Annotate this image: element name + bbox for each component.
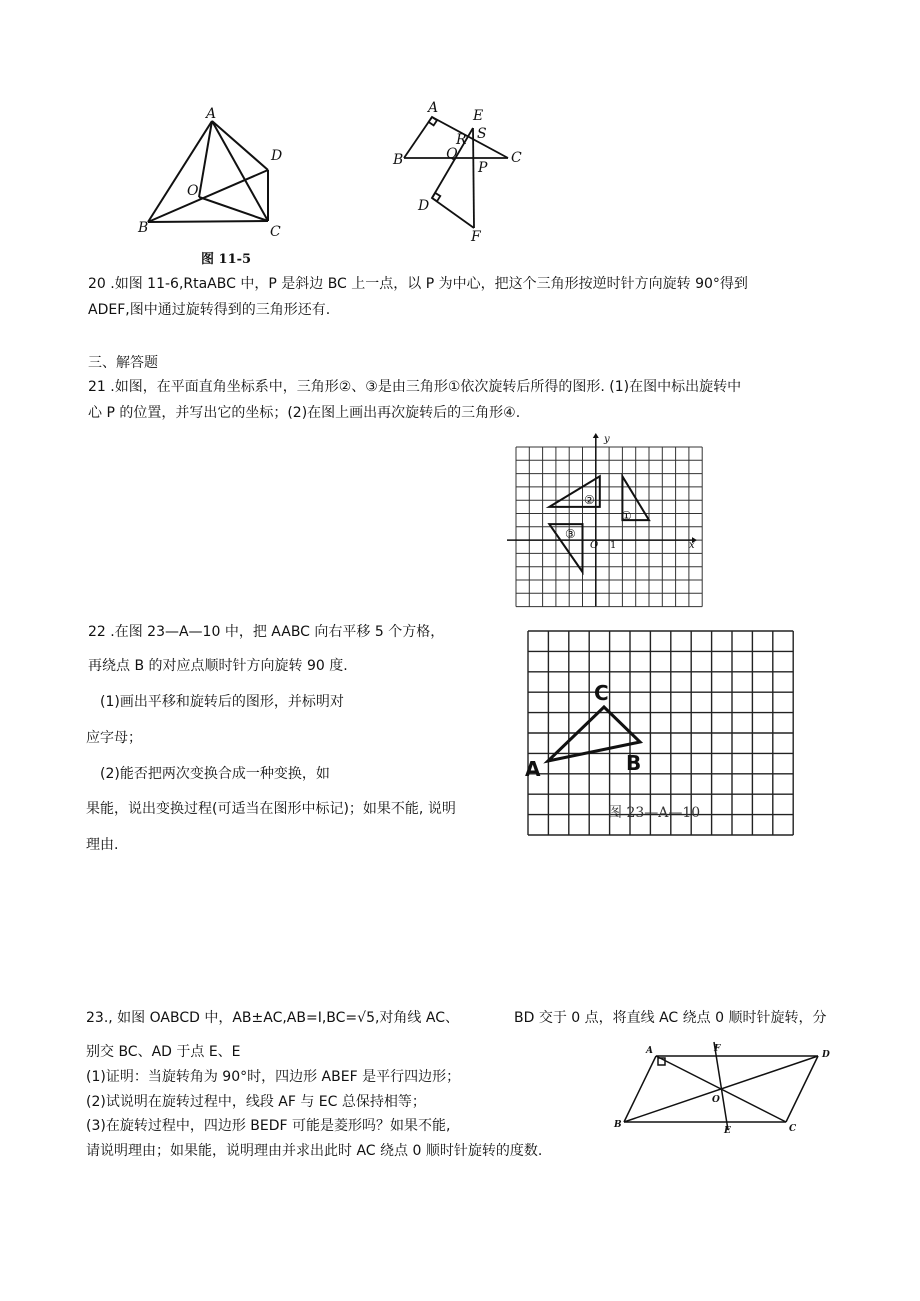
label-a: A (206, 106, 217, 122)
q23-line6: 请说明理由；如果能，说明理由并求出此时 AC 绕点 0 顺时针旋转的度数. (86, 1143, 543, 1159)
q23-line5: (3)在旋转过程中，四边形 BEDF 可能是菱形吗？如果不能, (86, 1118, 451, 1134)
q22-line4: 应字母； (86, 730, 142, 746)
q22-line6: 果能，说出变换过程(可适当在图形中标记)；如果不能, 说明 (86, 801, 456, 817)
label-c: C (594, 681, 609, 705)
label-s: S (477, 126, 487, 142)
figure-caption: 图 23—A—10 (608, 805, 701, 821)
label-d: D (271, 148, 283, 164)
triangle-3-label: ③ (565, 527, 576, 541)
label-c: C (511, 150, 522, 166)
label-a: A (525, 757, 541, 781)
label-q: Q (446, 146, 458, 162)
q23-line3: (1)证明：当旋转角为 90°时，四边形 ABEF 是平行四边形； (86, 1069, 461, 1085)
label-f: F (471, 229, 481, 245)
label-d: D (418, 198, 430, 214)
label-f: F (714, 1044, 721, 1054)
label-b: B (626, 751, 642, 775)
label-b: B (614, 1120, 622, 1130)
label-o: O (712, 1095, 720, 1105)
q23-line1a: 23., 如图 OABCD 中，AB±AC,AB=I,BC=√5,对角线 AC、 (86, 1010, 459, 1026)
origin-label: O (590, 540, 599, 551)
q21-line2: 心 P 的位置，并写出它的坐标；(2)在图上画出再次旋转后的三角形④. (88, 405, 521, 421)
q22-line5: (2)能否把两次变换合成一种变换，如 (100, 766, 330, 782)
q23-line2: 别交 BC、AD 于点 E、E (86, 1044, 241, 1060)
x-axis-label: x (689, 540, 695, 551)
q23-line1b: BD 交于 0 点，将直线 AC 绕点 0 顺时针旋转，分 (514, 1010, 827, 1026)
label-a: A (428, 100, 439, 116)
q22-line2: 再绕点 B 的对应点顺时针方向旋转 90 度. (88, 658, 348, 674)
q22-line1: 22 .在图 23—A—10 中，把 AABC 向右平移 5 个方格， (88, 624, 445, 640)
label-r: R (456, 132, 467, 148)
triangle-1-label: ① (621, 509, 632, 523)
label-b: B (138, 220, 149, 236)
label-b: B (393, 152, 404, 168)
label-e: E (724, 1126, 731, 1136)
label-e: E (473, 108, 484, 124)
label-p: P (478, 160, 488, 176)
label-o: O (187, 183, 199, 199)
label-d: D (822, 1050, 830, 1060)
q20-line2: ADEF,图中通过旋转得到的三角形还有. (88, 302, 331, 318)
y-axis-label: y (604, 434, 610, 445)
q23-line4: (2)试说明在旋转过程中，线段 AF 与 EC 总保持相等； (86, 1094, 426, 1110)
label-c: C (789, 1124, 797, 1134)
q21-line1: 21 .如图，在平面直角坐标系中，三角形②、③是由三角形①依次旋转后所得的图形. (1)在图中标出旋转中 (88, 379, 742, 395)
q22-line7: 理由. (86, 837, 119, 853)
unit-label: 1 (610, 540, 617, 551)
section-title: 三、解答题 (88, 355, 158, 371)
figure-caption: 图 11-5 (201, 252, 252, 267)
q22-line3: (1)画出平移和旋转后的图形，并标明对 (100, 694, 344, 710)
label-c: C (270, 224, 281, 240)
label-a: A (646, 1046, 653, 1056)
triangle-2-label: ② (584, 493, 595, 507)
q20-line1: 20 .如图 11-6,RtaABC 中，P 是斜边 BC 上一点，以 P 为中心，把这个三角形按逆时针方向旋转 90°得到 (88, 276, 748, 292)
